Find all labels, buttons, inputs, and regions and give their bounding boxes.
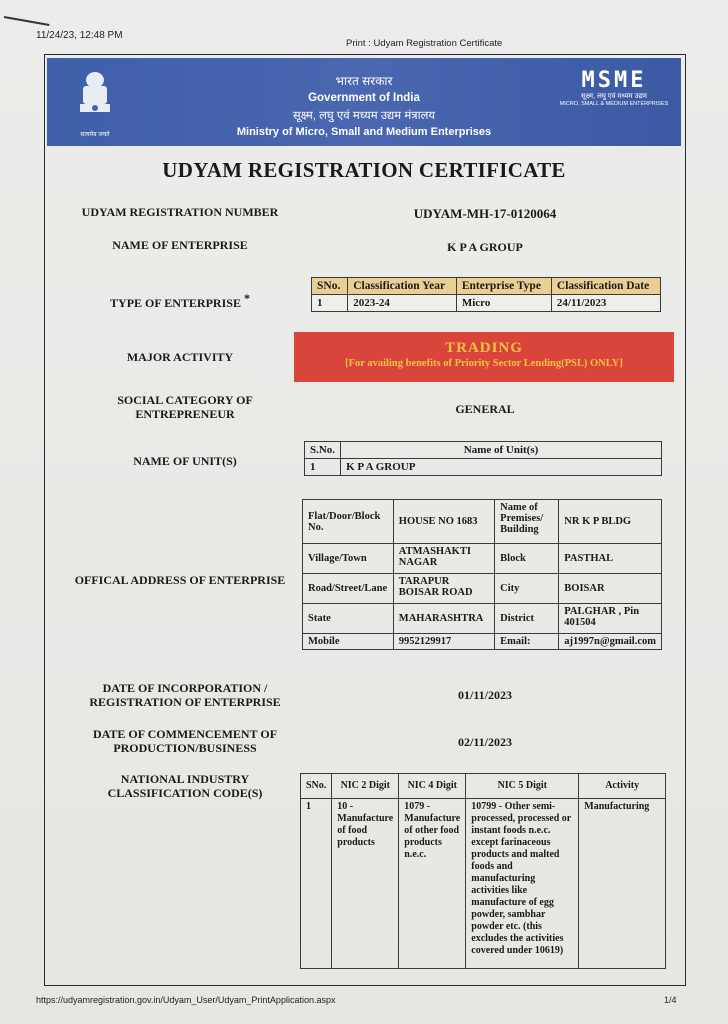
incorporation-date: 01/11/2023 xyxy=(457,688,512,702)
district-value: PALGHAR , Pin 401504 xyxy=(559,604,662,634)
district-label: District xyxy=(495,604,559,634)
mobile-value: 9952129917 xyxy=(393,634,494,650)
type-header-date: Classification Date xyxy=(551,278,660,295)
village-label: Village/Town xyxy=(303,544,394,574)
units-table xyxy=(304,441,662,476)
nic-header-2digit: NIC 2 Digit xyxy=(332,774,399,799)
address-label: OFFICAL ADDRESS OF ENTERPRISE xyxy=(74,573,286,587)
enterprise-name: K P A GROUP xyxy=(447,240,523,254)
print-title: Print : Udyam Registration Certificate xyxy=(346,38,503,49)
certificate-title: UDYAM REGISTRATION CERTIFICATE xyxy=(162,158,566,182)
type-type: Micro xyxy=(456,295,551,312)
units-name: K P A GROUP xyxy=(341,459,662,476)
block-label: Block xyxy=(495,544,559,574)
type-year: 2023-24 xyxy=(348,295,457,312)
premises-label: Name of Premises/ Building xyxy=(495,500,559,544)
ministry-banner xyxy=(47,58,681,146)
commencement-date: 02/11/2023 xyxy=(457,735,512,749)
village-value: ATMASHAKTI NAGAR xyxy=(393,544,494,574)
block-value: PASTHAL xyxy=(559,544,662,574)
units-label: NAME OF UNIT(S) xyxy=(133,454,237,468)
print-url: https://udyamregistration.gov.in/Udyam_User/Udyam_PrintApplication.aspx xyxy=(36,995,336,1005)
nic-header-4digit: NIC 4 Digit xyxy=(399,774,466,799)
social-category-label-line1: SOCIAL CATEGORY OF xyxy=(117,393,253,407)
print-page-number: 1/4 xyxy=(664,995,677,1005)
reg-number-label: UDYAM REGISTRATION NUMBER xyxy=(81,205,279,219)
flat-value: HOUSE NO 1683 xyxy=(393,500,494,544)
nic-label xyxy=(50,772,320,800)
mobile-label: Mobile xyxy=(303,634,394,650)
banner-hindi-ministry: सूक्ष्म, लघु एवं मध्यम उद्यम मंत्रालय xyxy=(292,110,436,122)
flat-label: Flat/Door/Block No. xyxy=(303,500,394,544)
units-sno: 1 xyxy=(305,459,341,476)
reg-number: UDYAM-MH-17-0120064 xyxy=(413,206,557,221)
nic-label-line1: NATIONAL INDUSTRY xyxy=(120,772,250,786)
nic-header-activity: Activity xyxy=(579,774,666,799)
type-label-text: TYPE OF ENTERPRISE xyxy=(110,296,241,310)
commencement-label-line1: DATE OF COMMENCEMENT OF xyxy=(92,727,278,741)
address-table xyxy=(302,499,662,650)
print-datetime: 11/24/23, 12:48 PM xyxy=(36,30,123,41)
enterprise-type-table xyxy=(311,277,661,312)
nic-label-line2: CLASSIFICATION CODE(S) xyxy=(107,786,263,800)
premises-value: NR K P BLDG xyxy=(559,500,662,544)
type-date: 24/11/2023 xyxy=(551,295,660,312)
type-sno: 1 xyxy=(312,295,348,312)
commencement-label xyxy=(50,727,320,755)
emblem-caption: सत्यमेव जयते xyxy=(80,132,110,138)
type-asterisk: * xyxy=(243,291,250,305)
major-activity-box xyxy=(294,332,674,382)
msme-logo xyxy=(559,68,669,107)
city-label: City xyxy=(495,574,559,604)
incorporation-label-line2: REGISTRATION OF ENTERPRISE xyxy=(89,695,281,709)
nic-header-5digit: NIC 5 Digit xyxy=(466,774,579,799)
incorporation-label-line1: DATE OF INCORPORATION / xyxy=(102,681,268,695)
enterprise-name-label: NAME OF ENTERPRISE xyxy=(112,238,248,252)
nic-header-sno: SNo. xyxy=(301,774,332,799)
major-activity-label: MAJOR ACTIVITY xyxy=(126,350,234,364)
type-header-year: Classification Year xyxy=(348,278,457,295)
nic-activity: Manufacturing xyxy=(579,799,666,969)
type-header-type: Enterprise Type xyxy=(456,278,551,295)
units-header-sno: S.No. xyxy=(305,442,341,459)
email-label: Email: xyxy=(495,634,559,650)
social-category-label xyxy=(60,393,310,421)
road-label: Road/Street/Lane xyxy=(303,574,394,604)
city-value: BOISAR xyxy=(559,574,662,604)
nic-5digit: 10799 - Other semi-processed, processed or instant foods n.e.c. except farinaceous products and malted foods and manufacturing activities like manufacture of egg powder, sambhar powder etc. (this excludes the activities covered under 10619) xyxy=(466,799,579,969)
road-value: TARAPUR BOISAR ROAD xyxy=(393,574,494,604)
social-category: GENERAL xyxy=(455,402,515,416)
commencement-label-line2: PRODUCTION/BUSINESS xyxy=(113,741,257,755)
major-activity: TRADING xyxy=(445,340,523,356)
nic-2digit: 10 - Manufacture of food products xyxy=(332,799,399,969)
social-category-label-line2: ENTREPRENEUR xyxy=(135,407,235,421)
nic-table xyxy=(300,773,666,969)
type-label xyxy=(60,291,300,310)
state-value: MAHARASHTRA xyxy=(393,604,494,634)
units-header-name: Name of Unit(s) xyxy=(341,442,662,459)
incorporation-label xyxy=(50,681,320,709)
nic-4digit: 1079 - Manufacture of other food products n.e.c. xyxy=(399,799,466,969)
banner-hindi-govt: भारत सरकार xyxy=(335,74,393,88)
banner-govt: Government of India xyxy=(308,92,420,104)
email-value: aj1997n@gmail.com xyxy=(559,634,662,650)
major-activity-note: [For availing benefits of Priority Sector Lending(PSL) ONLY] xyxy=(345,358,623,369)
msme-logo-subtitle: MICRO, SMALL & MEDIUM ENTERPRISES xyxy=(559,101,669,107)
type-header-sno: SNo. xyxy=(312,278,348,295)
msme-logo-word: MSME xyxy=(581,68,647,93)
msme-logo-hindi: सूक्ष्म, लघु एवं मध्यम उद्यम xyxy=(581,93,647,100)
state-label: State xyxy=(303,604,394,634)
banner-ministry: Ministry of Micro, Small and Medium Enterprises xyxy=(236,126,492,138)
nic-sno: 1 xyxy=(301,799,332,969)
pen-mark xyxy=(4,16,50,26)
